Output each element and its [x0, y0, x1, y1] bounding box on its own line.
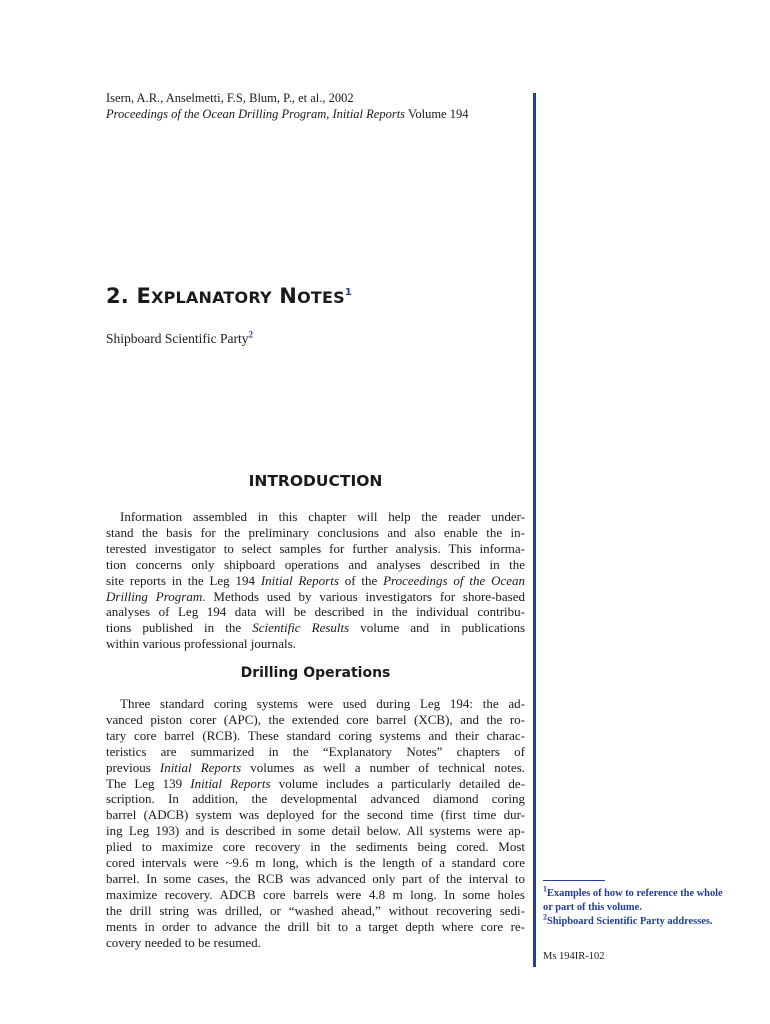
- text-run: tion concerns only shipboard operations and analyses described in the: [106, 556, 525, 572]
- text-run: barrel (ADCB) system was deployed for the second time (first time dur-: [106, 807, 525, 823]
- text-run: volume and in publications: [349, 620, 526, 636]
- italic-title: Initial Reports: [190, 775, 271, 791]
- text-run: vanced piston corer (APC), the extended core barrel (XCB), and the ro-: [106, 711, 525, 727]
- footnote-2-number: 2: [543, 912, 547, 922]
- text-line: [106, 855, 525, 871]
- text-run: cored intervals were ~9.6 m long, which is the length of a standard core: [106, 855, 525, 871]
- italic-title: Proceedings of the Ocean: [383, 572, 526, 588]
- text-run: teristics are summarized in the “Explanatory Notes” chapters of: [106, 743, 525, 759]
- text-run: volume includes a particularly detailed de-: [270, 775, 526, 791]
- chapter-title-part-1: E: [136, 284, 152, 308]
- citation-journal-line: [106, 106, 468, 122]
- text-line: [106, 589, 525, 605]
- text-run: Information assembled in this chapter will help the reader under-: [120, 509, 525, 524]
- footnote-2-link[interactable]: [543, 912, 733, 929]
- text-run: tary core barrel (RCB). These standard coring systems and their charac-: [106, 727, 525, 743]
- text-line: [106, 620, 525, 636]
- text-run: Three standard coring systems were used during Leg 194: the ad-: [120, 696, 525, 711]
- text-run: tions published in the: [106, 620, 253, 636]
- chapter-title: [106, 284, 352, 308]
- text-line: [106, 807, 525, 823]
- text-run: the drill string was drilled, or “washed ahead,” without recovering sedi-: [106, 902, 525, 918]
- byline-text: Shipboard Scientific Party: [106, 331, 249, 346]
- byline: [106, 331, 253, 347]
- footnote-divider: [543, 880, 605, 881]
- text-run: terested investigator to select samples for further analysis. This informa-: [106, 540, 525, 556]
- text-line: [106, 919, 525, 935]
- text-run: . Methods used by various investigators for shore-based: [202, 588, 525, 604]
- footnote-1-text: Examples of how to reference the whole or part of this volume.: [543, 888, 723, 913]
- footnote-1-link[interactable]: [543, 884, 733, 915]
- drilling-operations-heading: Drilling Operations: [240, 665, 391, 681]
- text-line: [106, 712, 525, 728]
- text-line: [106, 887, 525, 903]
- text-run: plied to maximize core recovery in the sediments being cored. Most: [106, 839, 525, 855]
- manuscript-number: Ms 194IR-102: [543, 951, 605, 962]
- text-line: [106, 604, 525, 620]
- chapter-title-part-3: N: [279, 284, 298, 308]
- text-run: of the: [338, 572, 384, 588]
- text-run: barrel. In some cases, the RCB was advanced only part of the interval to: [106, 870, 525, 886]
- text-line: [106, 871, 525, 887]
- text-run: previous: [106, 759, 160, 775]
- text-run: covery needed to be resumed.: [106, 934, 261, 950]
- footnote-ref-2-link[interactable]: 2: [248, 329, 253, 340]
- text-run: analyses of Leg 194 data will be described in the individual contribu-: [106, 604, 525, 620]
- text-line: [106, 509, 525, 525]
- footnotes: [543, 884, 733, 929]
- introduction-paragraph: [106, 509, 525, 652]
- italic-title: Initial Reports: [260, 572, 339, 588]
- chapter-number: 2.: [106, 284, 129, 308]
- italic-title: Scientific Results: [252, 620, 350, 636]
- introduction-heading: INTRODUCTION: [248, 472, 383, 490]
- text-run: ing Leg 193) and is described in some detail below. All systems were ap-: [106, 823, 525, 839]
- text-line: [106, 696, 525, 712]
- text-line: [106, 573, 525, 589]
- text-line: [106, 935, 525, 951]
- citation-volume: Volume 194: [405, 107, 469, 121]
- citation-journal: Proceedings of the Ocean Drilling Program, Initial Reports: [106, 107, 406, 121]
- text-line: [106, 776, 525, 792]
- text-line: [106, 557, 525, 573]
- text-line: [106, 744, 525, 760]
- citation: [106, 90, 468, 122]
- text-run: stand the basis for the preliminary conclusions and also enable the in-: [106, 524, 525, 540]
- text-line: [106, 823, 525, 839]
- citation-authors: Isern, A.R., Anselmetti, F.S, Blum, P., et al., 2002: [106, 91, 354, 105]
- footnote-2-text: Shipboard Scientific Party addresses.: [547, 916, 713, 927]
- text-run: site reports in the Leg 194: [106, 572, 261, 588]
- chapter-title-part-4: OTES: [297, 288, 345, 307]
- text-run: The Leg 139: [106, 775, 191, 791]
- text-line: [106, 760, 525, 776]
- text-run: within various professional journals.: [106, 636, 296, 652]
- text-line: [106, 525, 525, 541]
- text-line: [106, 541, 525, 557]
- text-line: [106, 636, 525, 652]
- text-run: scription. In addition, the developmental advanced diamond coring: [106, 791, 525, 807]
- drilling-operations-paragraph: [106, 696, 525, 951]
- margin-rule: [533, 93, 536, 967]
- text-run: ments in order to advance the drill bit to a target depth where core re-: [106, 918, 525, 934]
- text-run: maximize recovery. ADCB core barrels were 4.8 m long. In some holes: [106, 886, 525, 902]
- footnote-ref-1-link[interactable]: 1: [344, 287, 353, 298]
- italic-title: Initial Reports: [159, 759, 242, 775]
- text-line: [106, 728, 525, 744]
- text-run: volumes as well a number of technical notes.: [241, 759, 526, 775]
- italic-title: Drilling Program: [106, 588, 203, 604]
- chapter-title-part-2: XPLANATORY: [151, 288, 272, 307]
- text-line: [106, 839, 525, 855]
- footnote-1-number: 1: [543, 884, 547, 894]
- text-line: [106, 791, 525, 807]
- text-line: [106, 903, 525, 919]
